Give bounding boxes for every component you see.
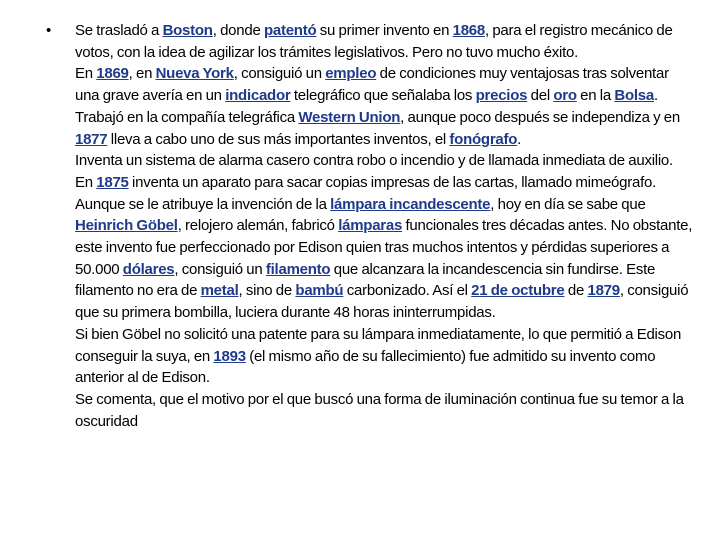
text-run: Se trasladó a [75, 22, 163, 39]
hyperlink[interactable]: Bolsa [614, 87, 654, 105]
hyperlink[interactable]: 1877 [75, 130, 108, 148]
hyperlink[interactable]: metal [200, 282, 239, 300]
paragraph [75, 172, 695, 194]
hyperlink[interactable]: Heinrich Göbel [75, 217, 178, 235]
hyperlink[interactable]: oro [553, 87, 577, 105]
paragraph [75, 107, 695, 150]
bullet-marker: • [46, 22, 52, 39]
hyperlink[interactable]: precios [475, 87, 528, 105]
text-run: de condiciones muy ventajosas tras solventar una grave avería en un [75, 65, 669, 105]
hyperlink[interactable]: fonógrafo [449, 130, 518, 148]
text-run: en la [576, 87, 615, 105]
text-run: del [527, 87, 554, 105]
hyperlink[interactable]: 1879 [587, 282, 620, 300]
text-run: , para el registro mecánico de votos, con la idea de agilizar los trámites legislativos. Pero no tuvo mucho éxito. [75, 22, 673, 61]
text-run: , aunque poco después se independiza y en [400, 108, 680, 126]
hyperlink[interactable]: Boston [162, 22, 213, 39]
text-run: funcionales tres décadas antes. No obstante, este invento fue perfeccionado por Edison quien tras muchos intentos y pérdidas superiores a 50.000 [75, 217, 693, 278]
hyperlink[interactable]: patentó [263, 22, 317, 39]
paragraph [75, 150, 695, 172]
text-run: (el mismo año de su fallecimiento) fue admitido su invento como anterior al de Edison. [75, 347, 656, 387]
text-run: su primer invento en [316, 22, 453, 39]
text-run: que alcanzara la incandescencia sin fundirse. Este filamento no era de [75, 260, 656, 300]
hyperlink[interactable]: empleo [325, 65, 377, 83]
text-run: lleva a cabo uno de sus más importantes inventos, el [107, 130, 450, 148]
text-run: de [564, 282, 588, 300]
text-run: Trabajó en la compañía telegráfica [75, 108, 299, 126]
hyperlink[interactable]: 1868 [452, 22, 485, 39]
hyperlink[interactable]: Nueva York [155, 65, 234, 83]
hyperlink[interactable]: dólares [122, 260, 175, 278]
hyperlink[interactable]: Western Union [298, 108, 401, 126]
text-body [75, 20, 695, 432]
hyperlink[interactable]: bambú [295, 282, 344, 300]
hyperlink[interactable]: 1869 [96, 65, 129, 83]
text-run: , sino de [238, 282, 296, 300]
hyperlink[interactable]: 1893 [213, 347, 246, 365]
text-run: Se comenta, que el motivo por el que buscó una forma de iluminación continua fue su temor a la oscuridad [75, 390, 684, 430]
text-run: inventa un aparato para sacar copias impresas de las cartas, llamado mimeógrafo. [128, 173, 657, 191]
paragraph [75, 20, 695, 63]
hyperlink[interactable]: lámparas [338, 217, 403, 235]
hyperlink[interactable]: 21 de octubre [471, 282, 565, 300]
paragraph [75, 389, 695, 432]
text-run: En [75, 65, 97, 83]
text-run: , en [128, 65, 156, 83]
text-run: Inventa un sistema de alarma casero contra robo o incendio y de llamada inmediata de auxilio. [75, 152, 673, 170]
text-run: . [653, 87, 658, 105]
hyperlink[interactable]: lámpara incandescente [330, 195, 491, 213]
text-run: En [75, 173, 97, 191]
text-run: . [517, 130, 522, 148]
paragraph [75, 63, 695, 106]
text-run: , consiguió un [174, 260, 266, 278]
text-run: Aunque se le atribuye la invención de la [75, 195, 331, 213]
hyperlink[interactable]: filamento [265, 260, 331, 278]
text-run: Si bien Göbel no solicitó una patente para su lámpara inmediatamente, lo que permitió a Edison conseguir la suya, en [75, 325, 682, 365]
hyperlink[interactable]: indicador [225, 87, 291, 105]
text-run: , hoy en día se sabe que [490, 195, 646, 213]
text-run: , consiguió un [233, 65, 326, 83]
hyperlink[interactable]: 1875 [96, 173, 129, 191]
text-run: , relojero alemán, fabricó [177, 217, 339, 235]
paragraph [75, 194, 695, 324]
paragraph [75, 324, 695, 389]
text-run: , donde [212, 22, 264, 39]
text-run: telegráfico que señalaba los [290, 87, 476, 105]
text-run: , consiguió que su primera bombilla, luciera durante 48 horas ininterrumpidas. [75, 282, 689, 322]
text-run: carbonizado. Así el [343, 282, 472, 300]
